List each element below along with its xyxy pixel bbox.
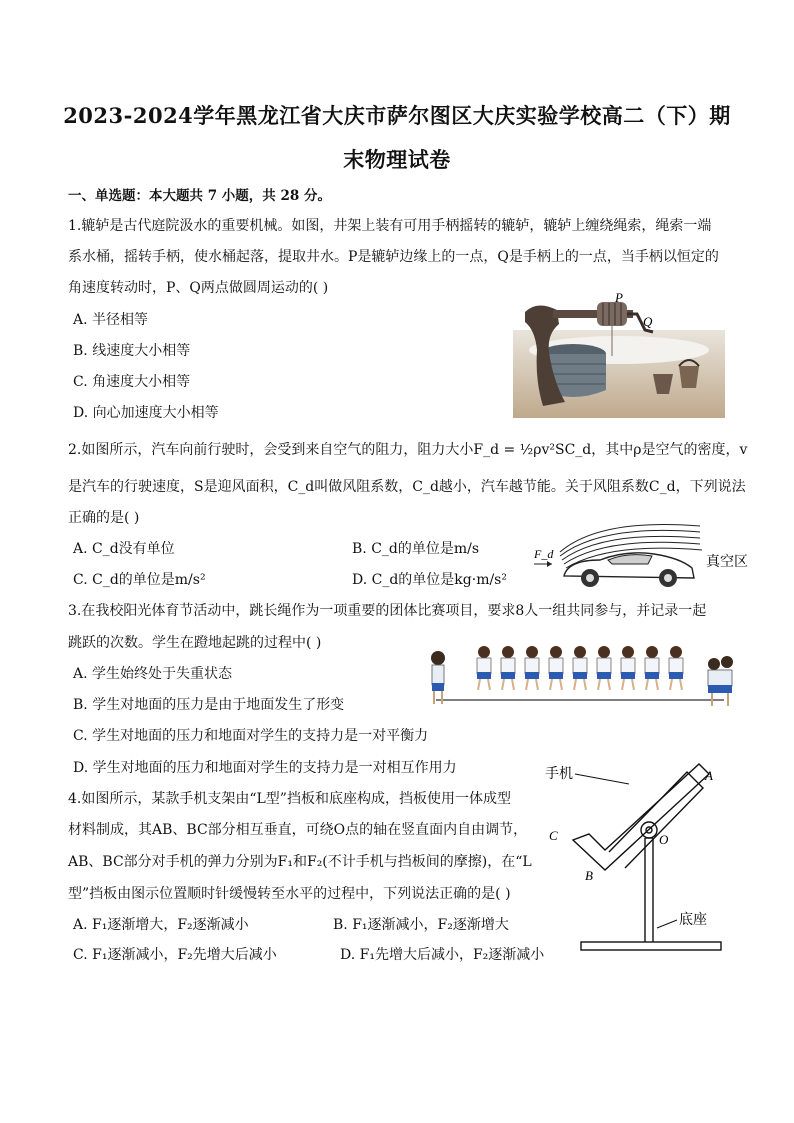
label-vacuum: 真空区 [706,554,748,570]
jumper-figure [525,646,539,690]
rope-holder-left [431,651,445,704]
q4-line-3: AB、BC部分对手机的弹力分别为F₁和F₂(不计手机与挡板间的摩擦)，在“L [68,854,532,870]
q1-option-b: B. 线速度大小相等 [73,343,191,359]
label-fd: F_d [534,547,554,561]
title-line-1: 2023-2024学年黑龙江省大庆市萨尔图区大庆实验学校高二（下）期 [63,103,731,128]
q2-line-2: 是汽车的行驶速度，S是迎风面积，C_d叫做风阻系数，C_d越小，汽车越节能。关于风阻系数C_d，下列说法 [68,479,746,495]
q4-option-c: C. F₁逐渐减小，F₂先增大后减小 [73,947,277,963]
q2-option-a: A. C_d没有单位 [73,541,175,557]
phone-holder-figure [545,760,745,960]
q4-line-2: 材料制成，其AB、BC部分相互垂直，可绕O点的轴在竖直面内自由调节， [68,822,528,838]
label-p: P [615,290,623,305]
rope-jumping-figure [424,640,740,712]
jumper-figure [501,646,515,690]
label-base: 底座 [679,912,707,928]
q3-option-d: D. 学生对地面的压力和地面对学生的支持力是一对相互作用力 [73,760,457,776]
q2-line-1: 2.如图所示，汽车向前行驶时，会受到来自空气的阻力，阻力大小F_d = ½ρv²SC_d，其中ρ是空气的密度，v [68,442,748,458]
rope-holder-right [708,656,733,706]
q3-option-a: A. 学生始终处于失重状态 [73,666,233,682]
label-phone: 手机 [545,766,573,782]
title-line-2: 末物理试卷 [343,147,451,172]
section-heading: 一、单选题：本大题共 7 小题，共 28 分。 [68,188,331,204]
q3-line-2: 跳跃的次数。学生在蹬地起跳的过程中( ) [68,635,322,651]
jumper-figure [597,646,611,690]
q2-option-d: D. C_d的单位是kg·m/s² [352,572,507,588]
q1-option-a: A. 半径相等 [73,312,149,328]
jumper-figure [477,646,491,690]
jumper-figure [669,646,683,690]
q1-line-1: 1.辘轳是古代庭院汲水的重要机械。如图，井架上装有可用手柄摇转的辘轳，辘轳上缠绕绳索，绳索一端 [68,218,712,234]
well-windlass-figure [513,290,725,418]
jumper-figure [549,646,563,690]
q3-option-b: B. 学生对地面的压力是由于地面发生了形变 [73,697,345,713]
car-airflow-figure [530,520,755,588]
label-a: A [705,768,713,783]
q1-option-c: C. 角速度大小相等 [73,374,191,390]
label-q: Q [643,314,653,329]
jumper-figure [645,646,659,690]
q4-option-d: D. F₁先增大后减小，F₂逐渐减小 [340,947,545,963]
jumper-figure [573,646,587,690]
q4-option-a: A. F₁逐渐增大，F₂逐渐减小 [73,917,249,933]
jumper-figure [621,646,635,690]
q1-option-d: D. 向心加速度大小相等 [73,405,219,421]
q3-line-1: 3.在我校阳光体育节活动中，跳长绳作为一项重要的团体比赛项目，要求8人一组共同参与，并记录一起 [68,603,707,619]
q3-option-c: C. 学生对地面的压力和地面对学生的支持力是一对平衡力 [73,728,429,744]
q2-option-b: B. C_d的单位是m/s [352,541,480,557]
q4-line-1: 4.如图所示，某款手机支架由“L型”挡板和底座构成，挡板使用一体成型 [68,791,511,807]
q1-line-3: 角速度转动时，P、Q两点做圆周运动的( ) [68,280,329,296]
q4-line-4: 型”挡板由图示位置顺时针缓慢转至水平的过程中，下列说法正确的是( ) [68,886,511,902]
q2-option-c: C. C_d的单位是m/s² [73,572,206,588]
q2-line-3: 正确的是( ) [68,510,140,526]
q1-line-2: 系水桶，摇转手柄，使水桶起落，提取井水。P是辘轳边缘上的一点，Q是手柄上的一点，当手柄以恒定的 [68,249,719,265]
label-o: O [659,832,669,847]
q4-option-b: B. F₁逐渐减小，F₂逐渐增大 [333,917,509,933]
label-b: B [585,868,593,883]
label-c: C [549,828,558,843]
